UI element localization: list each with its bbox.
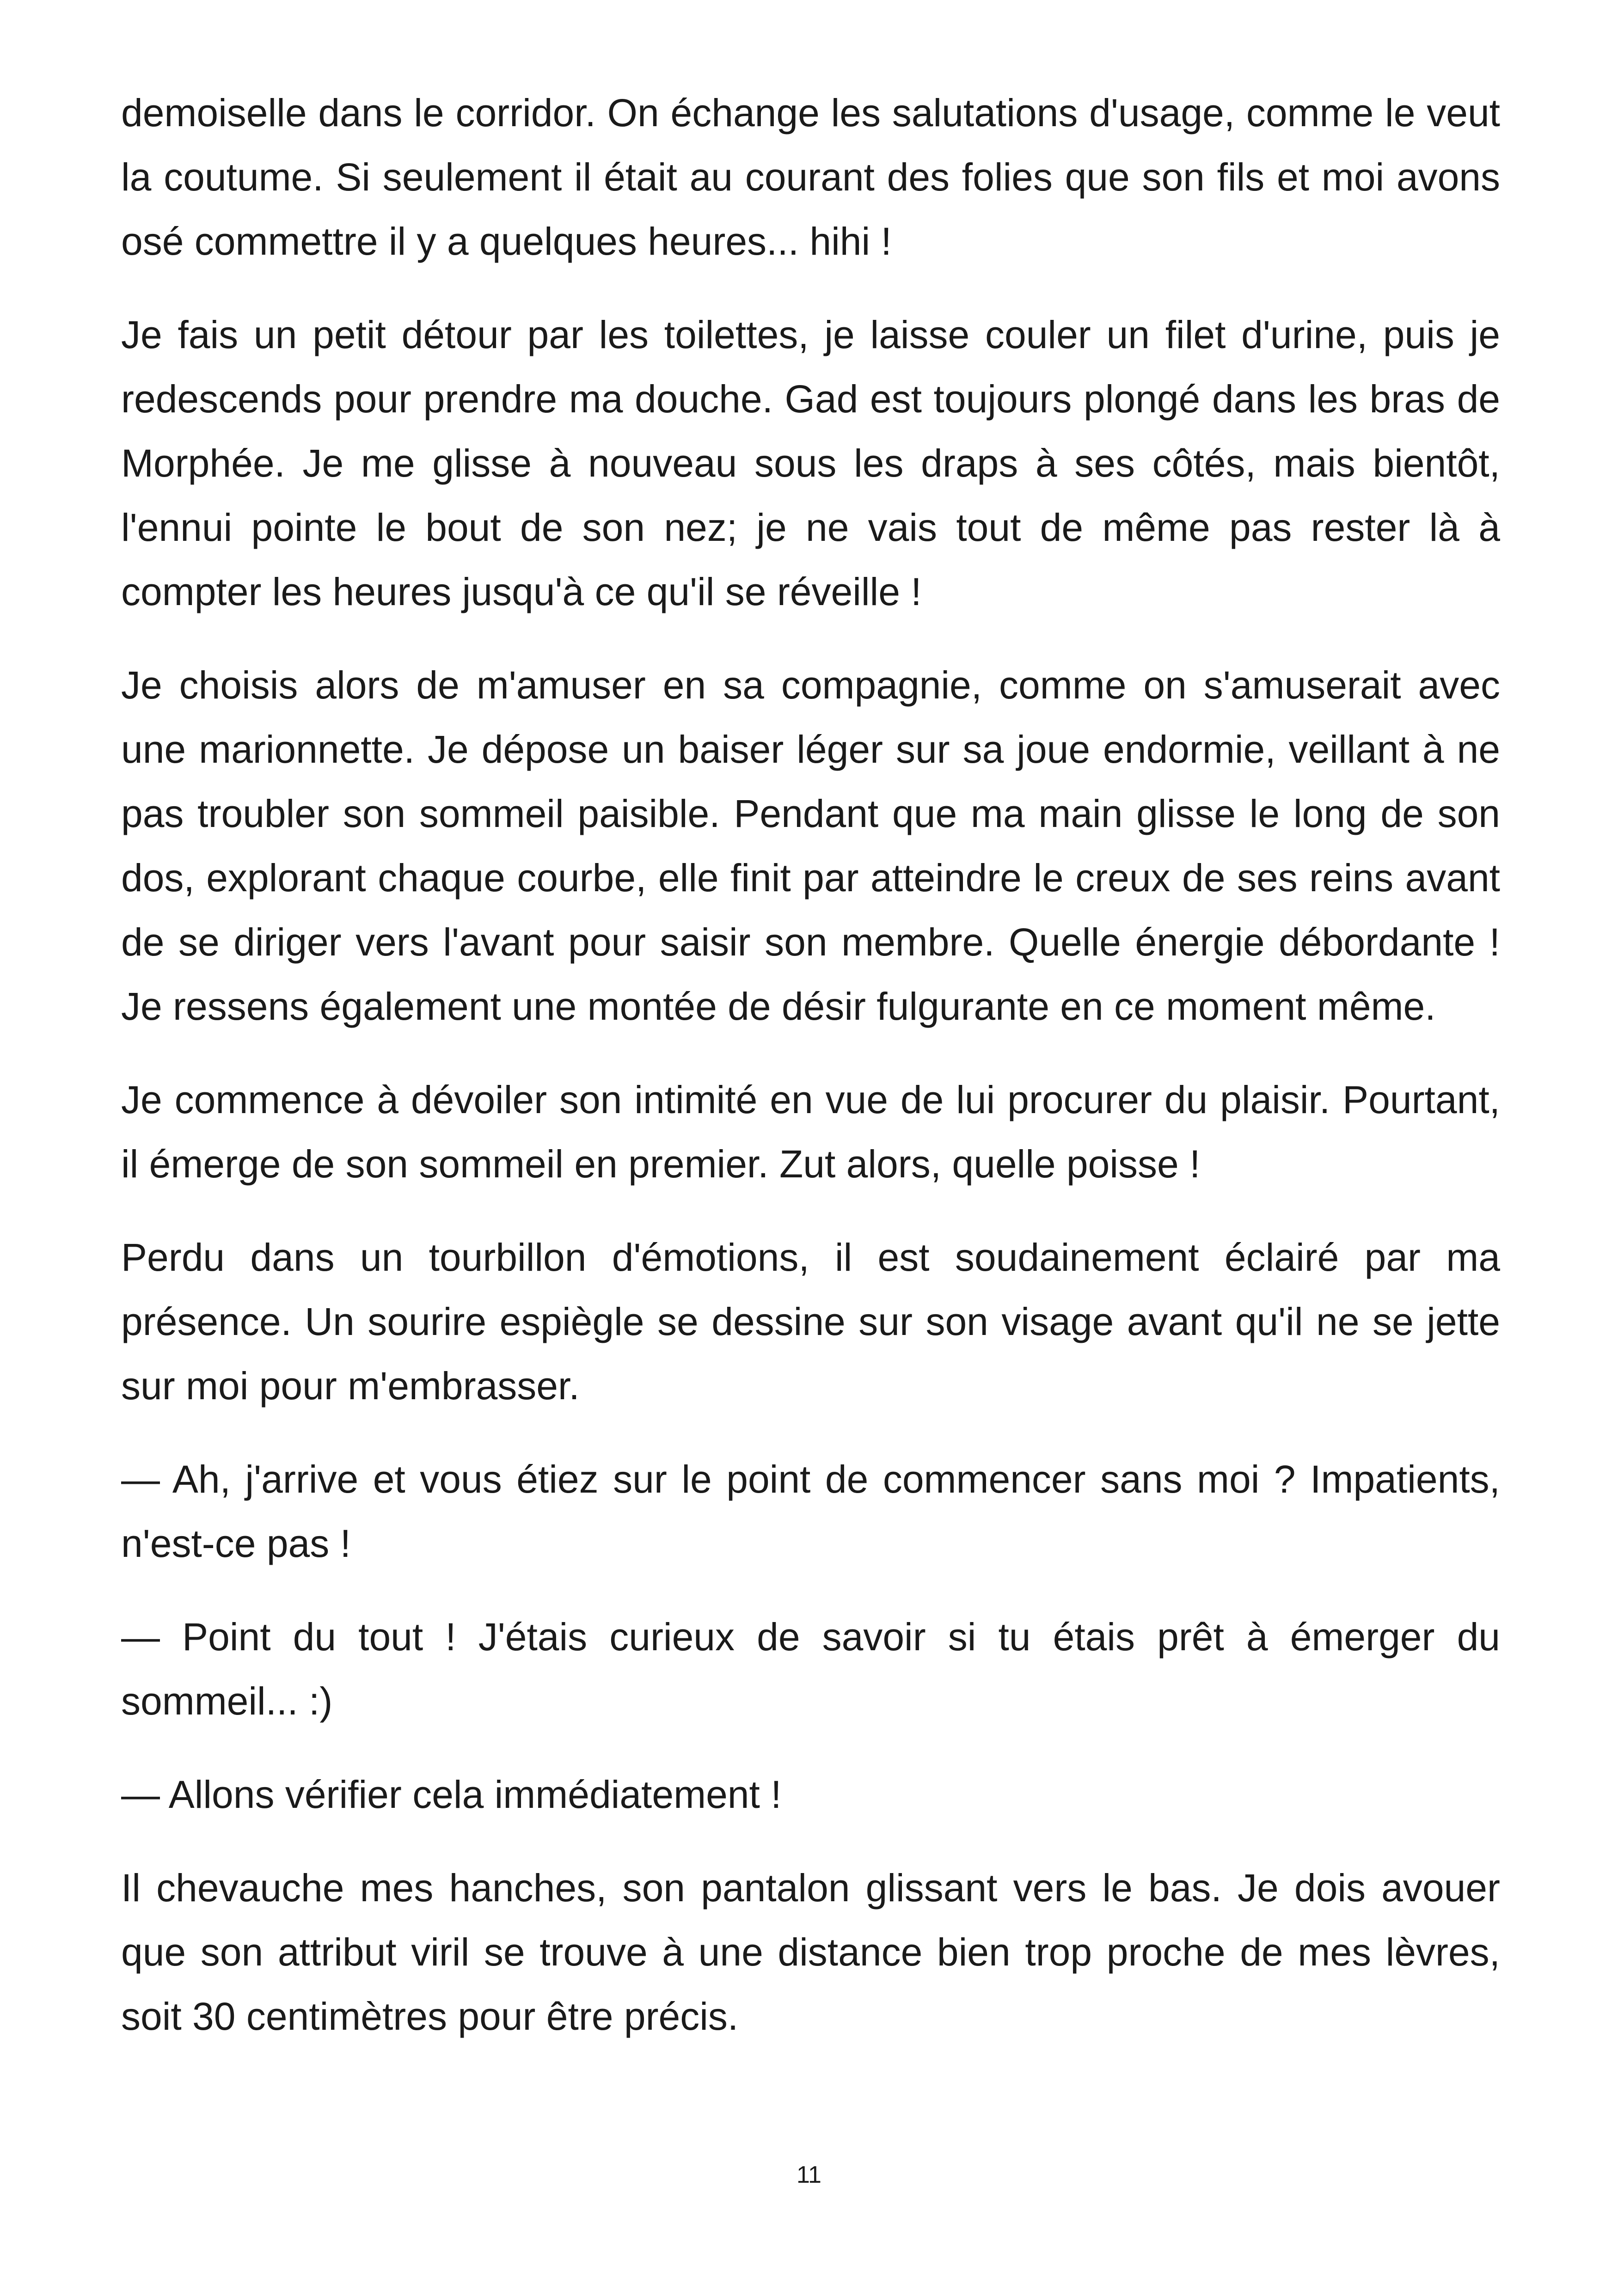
paragraph: Je commence à dévoiler son intimité en vue de lui procurer du plaisir. Pourtant, il émerge de son sommeil en premier. Zut alors, quelle poisse ! — [121, 1078, 1500, 1186]
paragraph: Je fais un petit détour par les toilettes, je laisse couler un filet d'urine, puis je redescends pour prendre ma douche. Gad est toujours plongé dans les bras de Morphée. Je me glisse à nouveau sous les draps à ses côtés, mais bientôt, l'ennui pointe le bout de son nez; je ne vais tout de même pas rester là à compter les heures jusqu'à ce qu'il se réveille ! — [121, 313, 1500, 613]
dialogue-line: — Point du tout ! J'étais curieux de savoir si tu étais prêt à émerger du sommeil... :) — [121, 1615, 1500, 1723]
body-text — [121, 81, 1500, 2078]
paragraph: Il chevauche mes hanches, son pantalon glissant vers le bas. Je dois avouer que son attribut viril se trouve à une distance bien trop proche de mes lèvres, soit 30 centimètres pour être précis. — [121, 1866, 1500, 2038]
dialogue-line: — Allons vérifier cela immédiatement ! — [121, 1773, 782, 1816]
paragraph: demoiselle dans le corridor. On échange les salutations d'usage, comme le veut la coutume. Si seulement il était au courant des folies que son fils et moi avons osé commettre il y a quelques heures... hihi ! — [121, 91, 1500, 263]
paragraph: Perdu dans un tourbillon d'émotions, il est soudainement éclairé par ma présence. Un sourire espiègle se dessine sur son visage avant qu'il ne se jette sur moi pour m'embrasser. — [121, 1236, 1500, 1408]
dialogue-line: — Ah, j'arrive et vous étiez sur le point de commencer sans moi ? Impatients, n'est-ce pas ! — [121, 1457, 1500, 1565]
paragraph: Je choisis alors de m'amuser en sa compagnie, comme on s'amuserait avec une marionnette. Je dépose un baiser léger sur sa joue endormie, veillant à ne pas troubler son sommeil paisible. Pendant que ma main glisse le long de son dos, explorant chaque courbe, elle finit par atteindre le creux de ses reins avant de se diriger vers l'avant pour saisir son membre. Quelle énergie débordante ! Je ressens également une montée de désir fulgurante en ce moment même. — [121, 663, 1500, 1028]
page-number: 11 — [797, 2161, 821, 2188]
